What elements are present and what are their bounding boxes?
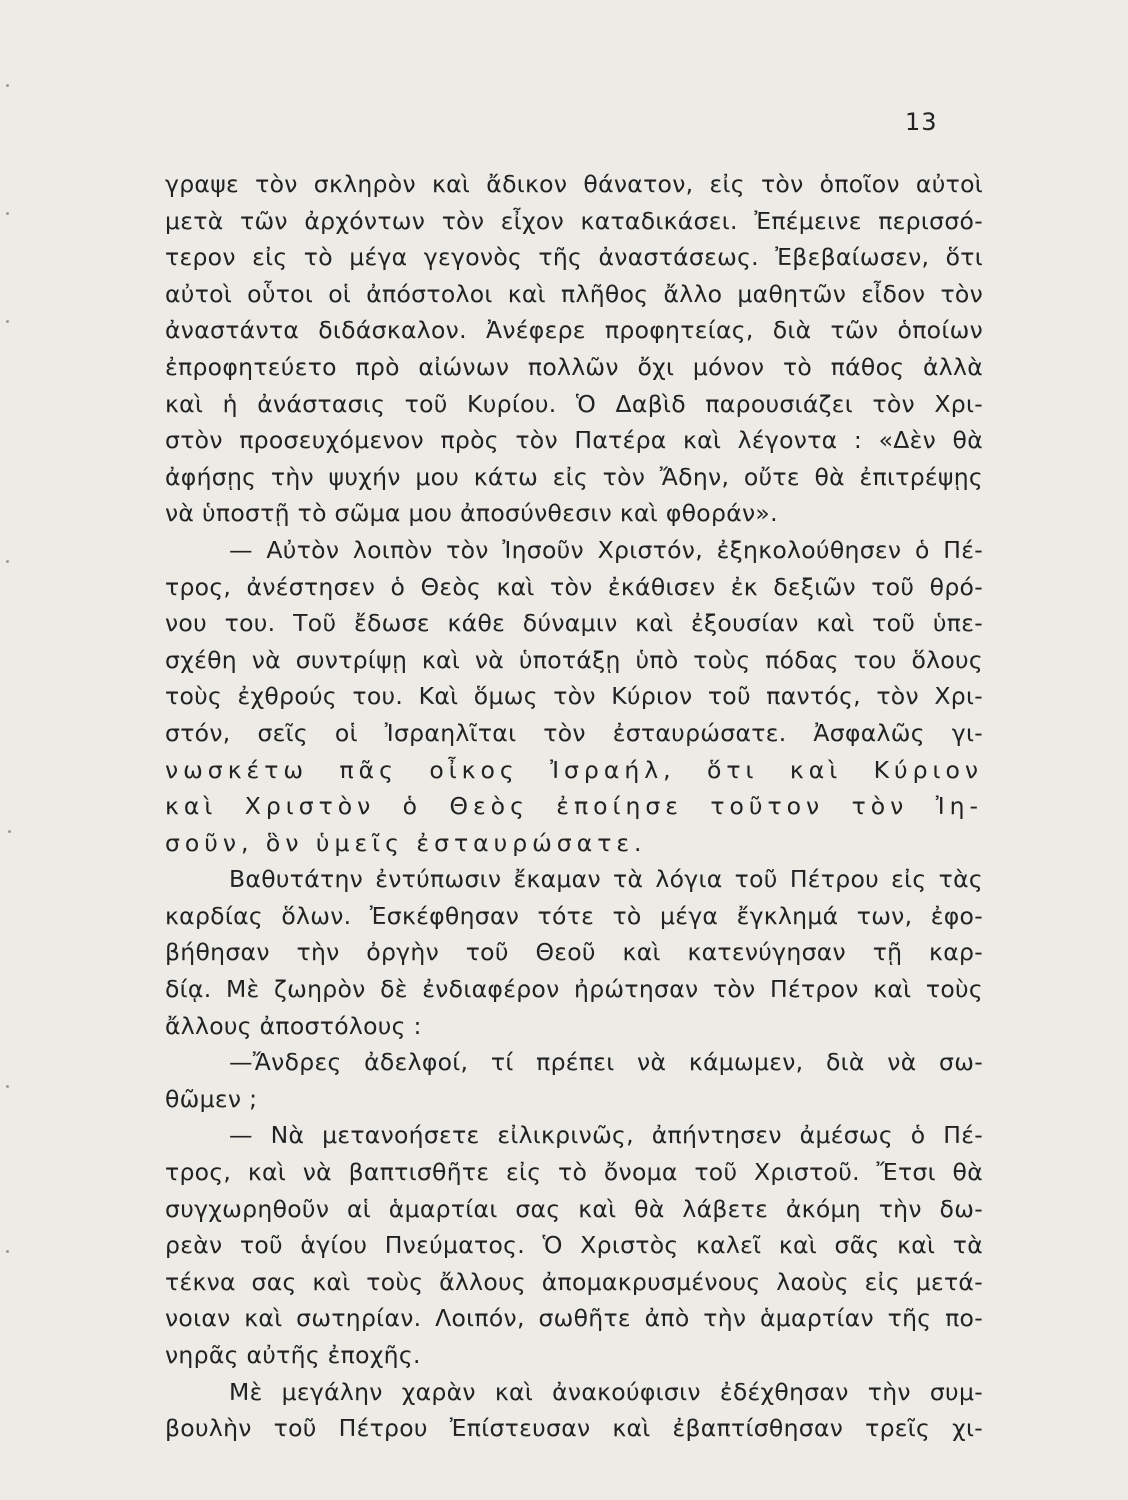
text-line: σοῦν, ὃν ὑμεῖς ἐσταυρώσατε. — [165, 828, 647, 857]
text-line: θῶμεν ; — [165, 1084, 258, 1113]
text-line: σχέθη νὰ συντρίψῃ καὶ νὰ ὑποτάξῃ ὑπὸ τοὺς πόδας του ὅλους — [165, 645, 983, 674]
text-line: συγχωρηθοῦν αἱ ἁμαρτίαι σας καὶ θὰ λάβετε ἀκόμη τὴν δω- — [165, 1194, 983, 1223]
text-line: ἄλλους ἀποστόλους : — [165, 1011, 422, 1040]
scan-mark — [6, 320, 9, 323]
text-line: καρδίας ὅλων. Ἐσκέφθησαν τότε τὸ μέγα ἔγκλημά των, ἐφο- — [165, 901, 983, 930]
text-line: νηρᾶς αὐτῆς ἐποχῆς. — [165, 1341, 421, 1369]
text-line: μετὰ τῶν ἀρχόντων τὸν εἶχον καταδικάσει. Ἐπέμεινε περισσό- — [165, 206, 983, 235]
text-line: τοὺς ἐχθρούς του. Καὶ ὅμως τὸν Κύριον τοῦ παντός, τὸν Χρι- — [165, 682, 983, 711]
text-line: ἐπροφητεύετο πρὸ αἰώνων πολλῶν ὄχι μόνον τὸ πάθος ἀλλὰ — [165, 352, 983, 381]
text-line: καὶ Χριστὸν ὁ Θεὸς ἐποίησε τοῦτον τὸν Ἰη- — [165, 792, 983, 821]
text-line: νὰ ὑποστῇ τὸ σῶμα μου ἀποσύνθεσιν καὶ φθοράν». — [165, 499, 778, 528]
text-line: Βαθυτάτην ἐντύπωσιν ἔκαμαν τὰ λόγια τοῦ Πέτρου εἰς τὰς — [229, 865, 983, 894]
text-line: τρος, ἀνέστησεν ὁ Θεὸς καὶ τὸν ἐκάθισεν ἐκ δεξιῶν τοῦ θρό- — [165, 572, 983, 601]
text-line: νου του. Τοῦ ἔδωσε κάθε δύναμιν καὶ ἐξουσίαν καὶ τοῦ ὑπε- — [165, 609, 983, 638]
scan-mark — [6, 560, 9, 563]
text-line: βουλὴν τοῦ Πέτρου Ἐπίστευσαν καὶ ἐβαπτίσθησαν τρεῖς χι- — [165, 1414, 983, 1443]
text-line: ρεὰν τοῦ ἁγίου Πνεύματος. Ὁ Χριστὸς καλεῖ καὶ σᾶς καὶ τὰ — [165, 1231, 983, 1260]
text-line: στόν, σεῖς οἱ Ἰσραηλῖται τὸν ἐσταυρώσατε. Ἀσφαλῶς γι- — [165, 718, 983, 747]
text-line: αὐτοὶ οὗτοι οἱ ἀπόστολοι καὶ πλῆθος ἄλλο μαθητῶν εἶδον τὸν — [165, 279, 983, 308]
text-line: ἀφήσῃς τὴν ψυχήν μου κάτω εἰς τὸν Ἄδην, οὔτε θὰ ἐπιτρέψῃς — [165, 462, 983, 491]
scan-mark — [6, 1250, 9, 1253]
text-line: —Ἄνδρες ἀδελφοί, τί πρέπει νὰ κάμωμεν, διὰ νὰ σω- — [229, 1048, 983, 1077]
body-text — [165, 166, 983, 1447]
scan-mark — [6, 212, 9, 215]
scan-mark — [8, 830, 11, 833]
text-line: ἀναστάντα διδάσκαλον. Ἀνέφερε προφητείας, διὰ τῶν ὁποίων — [165, 316, 983, 345]
text-line: Μὲ μεγάλην χαρὰν καὶ ἀνακούφισιν ἐδέχθησαν τὴν συμ- — [229, 1377, 983, 1406]
scan-mark — [6, 1085, 9, 1088]
page-number: 13 — [905, 108, 938, 136]
text-line: νωσκέτω πᾶς οἶκος Ἰσραήλ, ὅτι καὶ Κύριον — [165, 755, 983, 784]
text-line: τρος, καὶ νὰ βαπτισθῆτε εἰς τὸ ὄνομα τοῦ Χριστοῦ. Ἔτσι θὰ — [165, 1158, 983, 1187]
text-line: στὸν προσευχόμενον πρὸς τὸν Πατέρα καὶ λέγοντα : «Δὲν θὰ — [165, 426, 983, 455]
text-line: — Αὐτὸν λοιπὸν τὸν Ἰησοῦν Χριστόν, ἐξηκολούθησεν ὁ Πέ- — [229, 535, 983, 564]
text-line: τερον εἰς τὸ μέγα γεγονὸς τῆς ἀναστάσεως. Ἐβεβαίωσεν, ὅτι — [165, 243, 983, 272]
text-line: καὶ ἡ ἀνάστασις τοῦ Κυρίου. Ὁ Δαβὶδ παρουσιάζει τὸν Χρι- — [165, 389, 983, 418]
text-line: τέκνα σας καὶ τοὺς ἄλλους ἀπομακρυσμένους λαοὺς εἰς μετά- — [165, 1267, 983, 1296]
text-line: γραψε τὸν σκληρὸν καὶ ἄδικον θάνατον, εἰς τὸν ὁποῖον αὐτοὶ — [165, 170, 983, 198]
scan-mark — [6, 84, 9, 87]
text-line: νοιαν καὶ σωτηρίαν. Λοιπόν, σωθῆτε ἀπὸ τὴν ἁμαρτίαν τῆς πο- — [165, 1304, 983, 1333]
text-line: βήθησαν τὴν ὀργὴν τοῦ Θεοῦ καὶ κατενύγησαν τῇ καρ- — [165, 938, 983, 967]
text-line: — Νὰ μετανοήσετε εἰλικρινῶς, ἀπήντησεν ἀμέσως ὁ Πέ- — [229, 1121, 983, 1150]
text-line: δίᾳ. Μὲ ζωηρὸν δὲ ἐνδιαφέρον ἠρώτησαν τὸν Πέτρον καὶ τοὺς — [165, 975, 983, 1004]
